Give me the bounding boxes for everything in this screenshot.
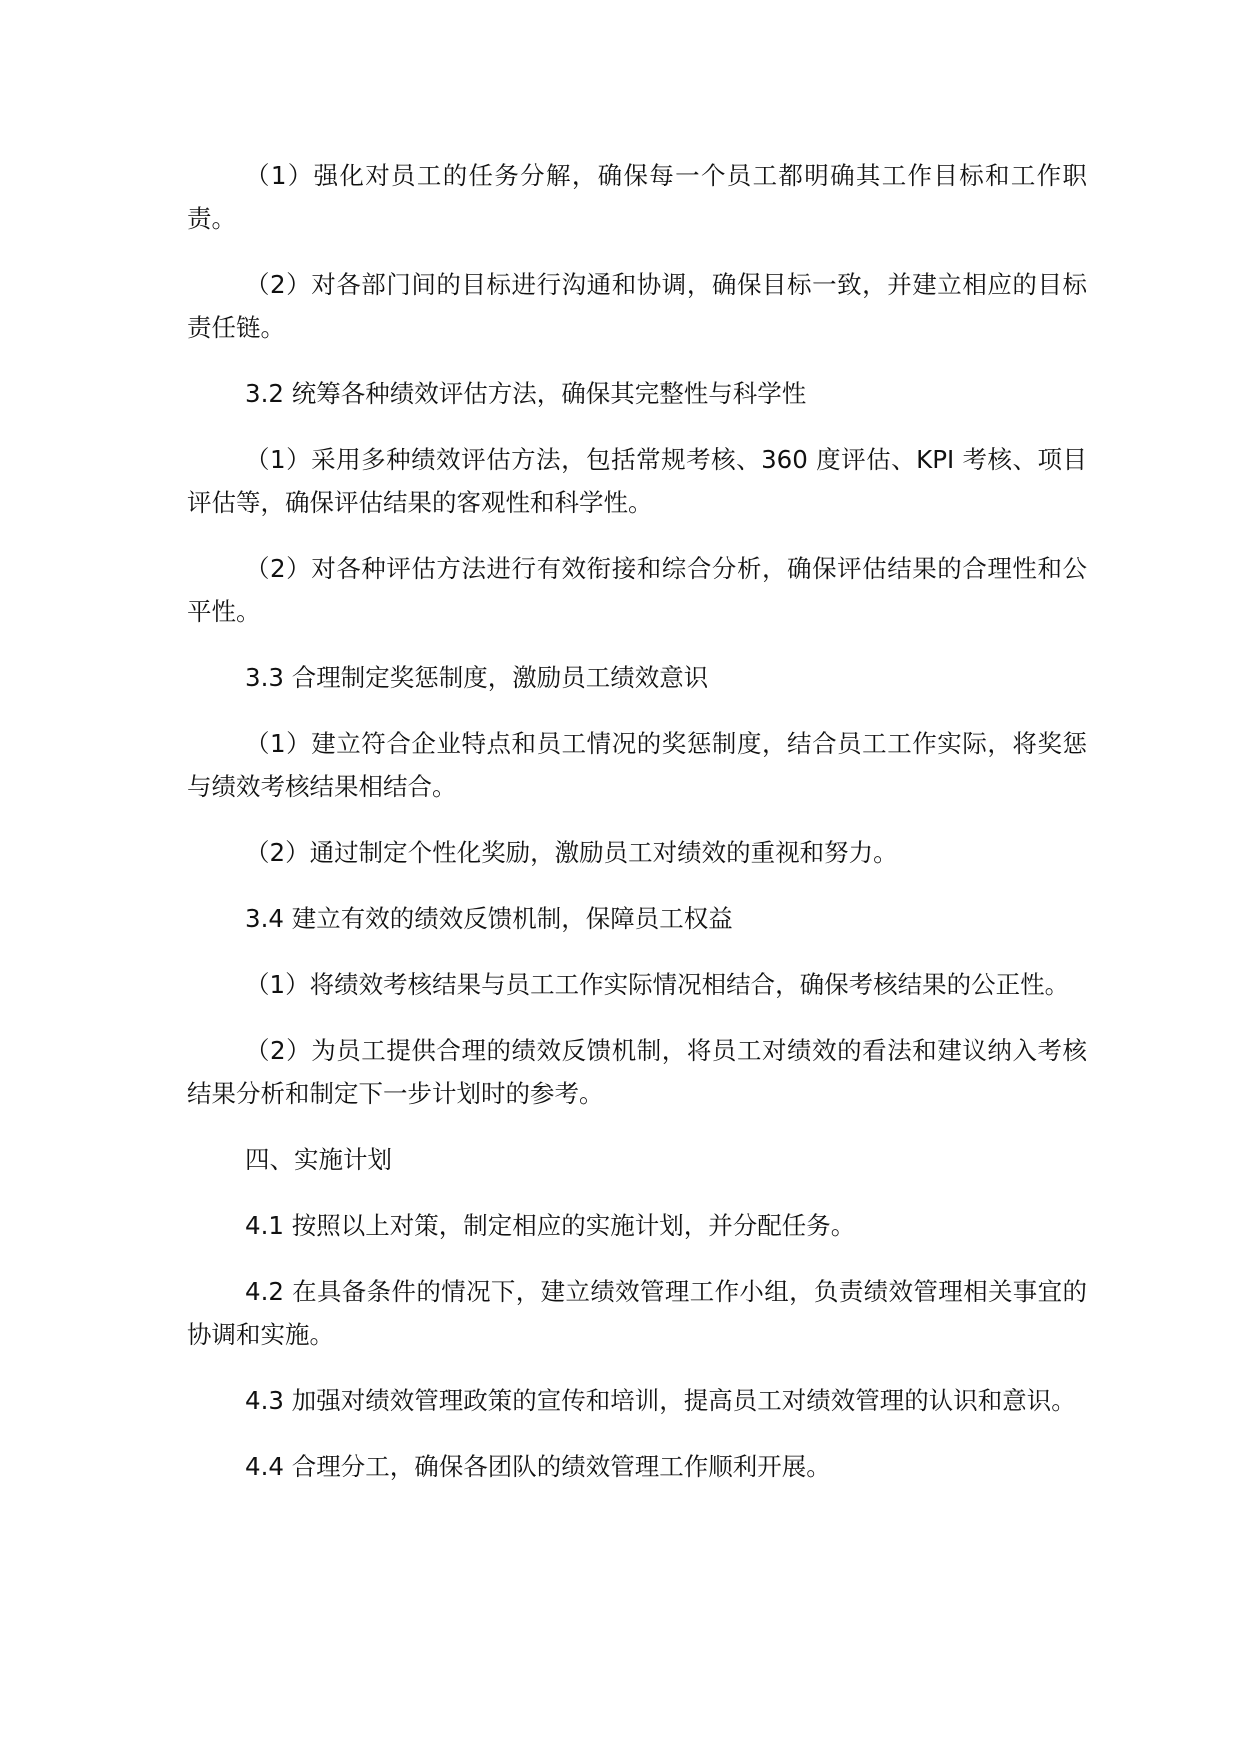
section-heading-3-3: 3.3 合理制定奖惩制度，激励员工绩效意识 — [245, 663, 709, 692]
section-heading-3-4: 3.4 建立有效的绩效反馈机制，保障员工权益 — [245, 904, 733, 933]
paragraph-evaluation-methods: （1）采用多种绩效评估方法，包括常规考核、360 度评估、KPI 考核、项目评估等，确保评估结果的客观性和科学性。 — [187, 445, 1087, 517]
section-heading-4: 四、实施计划 — [245, 1145, 392, 1174]
paragraph-reward-system: （1）建立符合企业特点和员工情况的奖惩制度，结合员工工作实际，将奖惩与绩效考核结果相结合。 — [187, 729, 1087, 801]
paragraph-method-integration: （2）对各种评估方法进行有效衔接和综合分析，确保评估结果的合理性和公平性。 — [187, 554, 1087, 626]
paragraph-task-breakdown: （1）强化对员工的任务分解，确保每一个员工都明确其工作目标和工作职责。 — [187, 161, 1087, 233]
section-heading-3-2: 3.2 统筹各种绩效评估方法，确保其完整性与科学性 — [245, 379, 807, 408]
document-body — [187, 154, 1087, 1511]
paragraph-4-4: 4.4 合理分工，确保各团队的绩效管理工作顺利开展。 — [245, 1452, 831, 1481]
paragraph-feedback-mechanism: （2）为员工提供合理的绩效反馈机制，将员工对绩效的看法和建议纳入考核结果分析和制定下一步计划时的参考。 — [187, 1036, 1087, 1108]
paragraph-4-1: 4.1 按照以上对策，制定相应的实施计划，并分配任务。 — [245, 1211, 856, 1240]
paragraph-personalized-rewards: （2）通过制定个性化奖励，激励员工对绩效的重视和努力。 — [245, 838, 898, 867]
paragraph-goal-coordination: （2）对各部门间的目标进行沟通和协调，确保目标一致，并建立相应的目标责任链。 — [187, 270, 1087, 342]
paragraph-4-3: 4.3 加强对绩效管理政策的宣传和培训，提高员工对绩效管理的认识和意识。 — [245, 1386, 1076, 1415]
paragraph-fair-assessment: （1）将绩效考核结果与员工工作实际情况相结合，确保考核结果的公正性。 — [245, 970, 1070, 999]
paragraph-4-2: 4.2 在具备条件的情况下，建立绩效管理工作小组，负责绩效管理相关事宜的协调和实施。 — [187, 1277, 1087, 1349]
